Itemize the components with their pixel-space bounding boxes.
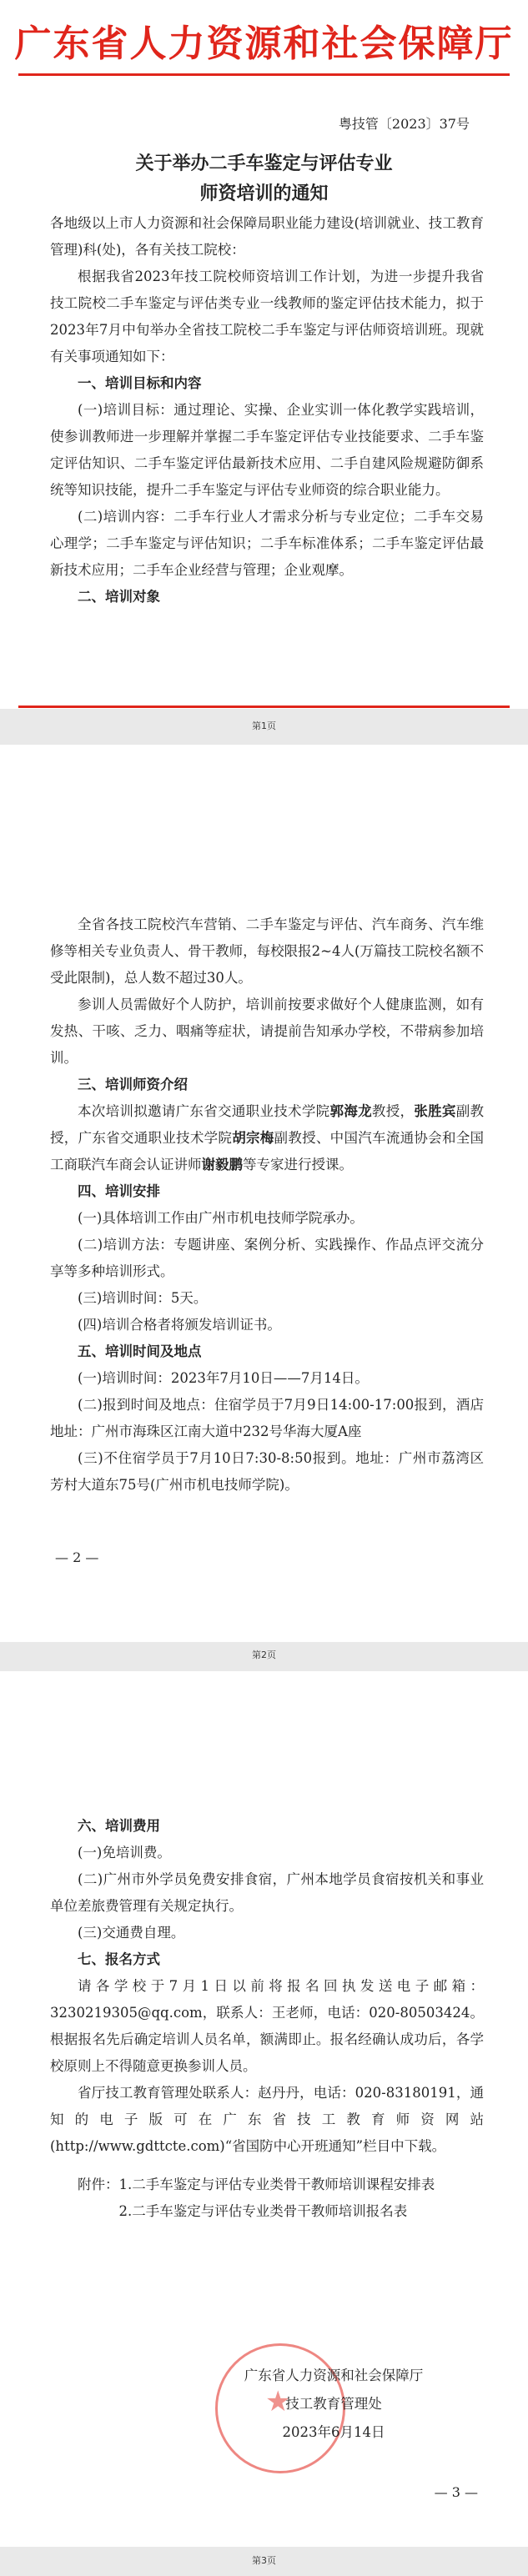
page-label-3: 第3页 — [252, 2555, 276, 2566]
teachers-text-2: 教授， — [371, 1103, 415, 1119]
page3-body — [50, 1813, 484, 2225]
masthead-rule-top — [18, 73, 510, 76]
fees-item-3: (三)交通费自理。 — [78, 1925, 185, 1941]
time-item-2: (二)报到时间及地点：住宿学员于7月9日14:00-17:00报到，酒店地址：广州市海珠区江南大道中232号华海大厦A座 — [50, 1397, 484, 1439]
heading-goals: 一、培训目标和内容 — [78, 375, 202, 391]
teacher-name-4: 谢毅鹏 — [201, 1157, 243, 1173]
teachers-text-4: 副教授、中国汽车流通协会和全国工商联汽车商会认证讲师 — [50, 1130, 485, 1173]
arrangement-item-1: (一)具体培训工作由广州市机电技师学院承办。 — [78, 1210, 364, 1226]
intro-paragraph: 根据我省2023年技工院校师资培训工作计划，为进一步提升我省技工院校二手车鉴定与评估类专业一线教师的鉴定评估技术能力，拟于2023年7月中旬举办全省技工院校二手车鉴定与评估师资培训班。现就有关事项通知如下： — [50, 269, 484, 364]
page-label-2: 第2页 — [252, 1650, 276, 1660]
page-number-2: — 2 — — [55, 1549, 99, 1565]
heading-target: 二、培训对象 — [78, 589, 160, 605]
teacher-name-2: 张胜宾 — [414, 1103, 456, 1119]
content-paragraph: (二)培训内容：二手车行业人才需求分析与专业定位；二手车交易心理学；二手车鉴定与评估知识；二手车标准体系；二手车鉴定评估最新技术应用；二手车企业经营与管理；企业观摩。 — [50, 509, 484, 578]
attachment-item-1 — [50, 2172, 484, 2198]
title-line-1: 关于举办二手车鉴定与评估专业 — [135, 153, 393, 174]
red-rule-bottom — [18, 706, 510, 708]
arrangement-item-2: (二)培训方法：专题讲座、案例分析、实践操作、作品点评交流分享等多种培训形式。 — [50, 1237, 484, 1279]
heading-registration: 七、报名方式 — [78, 1951, 160, 1967]
teachers-paragraph — [50, 1098, 484, 1178]
page-2 — [0, 745, 528, 1642]
addressee: 各地级以上市人力资源和社会保障局职业能力建设(培训就业、技工教育管理)科(处)，各有关技工院校： — [50, 215, 484, 258]
signature-date: 2023年6月14日 — [282, 2424, 385, 2440]
seal-star-icon: ★ — [265, 2385, 291, 2418]
arrangement-item-3: (三)培训时间：5天。 — [78, 1290, 208, 1306]
heading-time-place: 五、培训时间及地点 — [78, 1343, 202, 1359]
health-paragraph: 参训人员需做好个人防护，培训前按要求做好个人健康监测，如有发热、干咳、乏力、咽痛等症状，请提前告知承办学校，不带病参加培训。 — [50, 997, 484, 1066]
page-label-1: 第1页 — [252, 721, 276, 731]
attachment-text-1: 1.二手车鉴定与评估专业类骨干教师培训课程安排表 — [118, 2177, 435, 2192]
title-line-2: 师资培训的通知 — [199, 183, 329, 204]
arrangement-item-4: (四)培训合格者将颁发培训证书。 — [78, 1317, 281, 1333]
goals-paragraph: (一)培训目标：通过理论、实操、企业实训一体化教学实践培训，使参训教师进一步理解并掌握二手车鉴定评估专业技能要求、二手车鉴定评估知识、二手车鉴定评估最新技术应用、二手自建风险规避防御系统等知识技能，提升二手车鉴定与评估专业师资的综合职业能力。 — [50, 402, 484, 498]
target-paragraph: 全省各技工院校汽车营销、二手车鉴定与评估、汽车商务、汽车维修等相关专业负责人、骨干教师，每校限报2~4人(万篇技工院校名额不受此限制)，总人数不超过30人。 — [50, 916, 484, 986]
fees-item-2: (二)广州市外学员免费安排食宿，广州本地学员食宿按机关和事业单位差旅费管理有关规定执行。 — [50, 1871, 484, 1914]
time-item-1: (一)培训时间：2023年7月10日——7月14日。 — [78, 1370, 369, 1386]
teacher-name-1: 郭海龙 — [329, 1103, 372, 1119]
registration-paragraph-1: 请各学校于7月1日以前将报名回执发送电子邮箱：3230219305@qq.com，联系人：王老师，电话：020-80503424。根据报名先后确定培训人员名单，额满即止。报名经确认成功后，各学校原则上不得随意更换参训人员。 — [50, 1978, 484, 2074]
page-number-3: — 3 — — [434, 2484, 478, 2500]
attachment-label: 附件： — [78, 2177, 119, 2192]
teachers-text-5: 等专家进行授课。 — [243, 1157, 353, 1173]
registration-paragraph-2: 省厅技工教育管理处联系人：赵丹丹，电话：020-83180191，通知的电子版可在广东省技工教育师资网站(http://www.gdttcte.com)“省国防中心开班通知”栏目中下载。 — [50, 2085, 484, 2154]
page1-body — [50, 210, 484, 610]
fees-item-1: (一)免培训费。 — [78, 1845, 171, 1860]
attachment-item-2: 2.二手车鉴定与评估专业类骨干教师培训报名表 — [118, 2203, 408, 2219]
teacher-name-3: 胡宗梅 — [232, 1130, 274, 1146]
page2-body — [50, 911, 484, 1499]
teachers-text-3: 副教授，广东省交通职业技术学院 — [50, 1103, 485, 1146]
time-item-3: (三)不住宿学员于7月10日7:30-8:50报到。地址：广州市荔湾区芳村大道东75号(广州市机电技师学院)。 — [50, 1450, 484, 1493]
page-3 — [0, 1671, 528, 2547]
signature-block — [209, 2362, 459, 2447]
document-number: 粤技管〔2023〕37号 — [338, 116, 470, 132]
signature-department: 技工教育管理处 — [285, 2396, 382, 2412]
page-1 — [0, 0, 528, 709]
masthead: 广东省人力资源和社会保障厅 — [14, 23, 514, 65]
signature-organization: 广东省人力资源和社会保障厅 — [244, 2368, 424, 2383]
heading-arrangement: 四、培训安排 — [78, 1183, 160, 1199]
teachers-text-1: 本次培训拟邀请广东省交通职业技术学院 — [78, 1103, 330, 1119]
document-title — [0, 148, 528, 208]
heading-teachers: 三、培训师资介绍 — [78, 1077, 188, 1092]
heading-fees: 六、培训费用 — [78, 1818, 160, 1834]
